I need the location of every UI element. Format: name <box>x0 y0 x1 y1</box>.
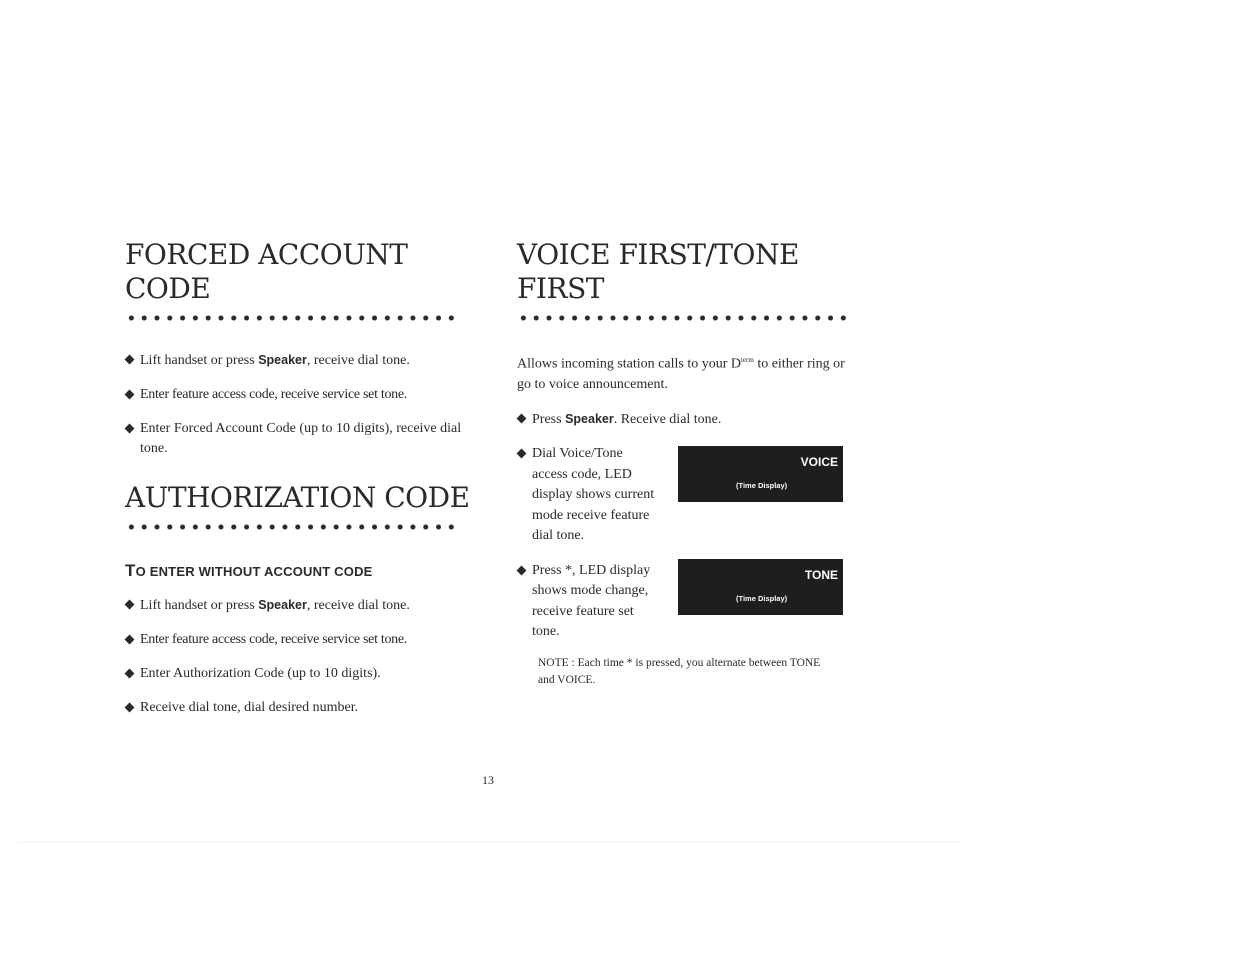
page-number: 13 <box>482 773 494 787</box>
diamond-bullet-icon <box>125 669 135 679</box>
list-item: Receive dial tone, dial desired number. <box>125 698 470 718</box>
note-text: NOTE : Each time * is pressed, you alternate between TONE and VOICE. <box>538 656 821 686</box>
left-column <box>125 238 470 732</box>
led-display-voice <box>678 446 843 502</box>
led-time-label: (Time Display) <box>736 593 788 603</box>
voice-mode-step: Dial Voice/Tone access code, LED display shows current mode receive feature dial tone. VOICE (Time Display) <box>517 444 862 547</box>
diamond-bullet-icon <box>517 413 527 423</box>
forced-account-steps <box>125 350 470 459</box>
intro-paragraph: Allows incoming station calls to your $D^{term}$ to either ring or go to voice announcement. <box>517 356 845 392</box>
led-display-tone <box>678 559 843 615</box>
list-item: Press Speaker. Receive dial tone. <box>517 409 862 431</box>
authorization-steps <box>125 595 470 718</box>
tone-mode-step: Press *, LED display shows mode change, receive feature set tone. TONE (Time Display) <box>517 561 862 643</box>
right-column <box>517 238 862 689</box>
led-time-label: (Time Display) <box>736 481 788 491</box>
list-item: Enter Forced Account Code (up to 10 digits), receive dial tone. <box>125 419 470 459</box>
diamond-bullet-icon <box>517 565 527 575</box>
dotted-divider <box>125 523 458 531</box>
diamond-bullet-icon <box>125 600 135 610</box>
list-item: Enter feature access code, receive service set tone. <box>125 630 470 650</box>
diamond-bullet-icon <box>125 424 135 434</box>
forced-account-code-title: FORCED ACCOUNT CODE <box>125 238 408 305</box>
diamond-bullet-icon <box>125 635 135 645</box>
diamond-bullet-icon <box>517 449 527 459</box>
diamond-bullet-icon <box>125 355 135 365</box>
list-item: Enter feature access code, receive service set tone. <box>125 385 470 405</box>
led-mode-label: TONE <box>804 567 838 582</box>
diamond-bullet-icon <box>125 390 135 400</box>
diamond-bullet-icon <box>125 703 135 713</box>
dotted-divider <box>125 314 458 322</box>
voice-tone-title: VOICE FIRST/TONE FIRST <box>517 238 799 305</box>
authorization-code-title: AUTHORIZATION CODE <box>125 481 470 514</box>
divider <box>18 842 960 843</box>
list-item: Lift handset or press Speaker, receive dial tone. <box>125 595 470 616</box>
dotted-divider <box>517 314 850 322</box>
list-item: Lift handset or press Speaker, receive dial tone. <box>125 350 470 371</box>
speaker-key-label: Speaker <box>258 353 307 367</box>
subheading: TO ENTER WITHOUT ACCOUNT CODE <box>125 561 373 580</box>
list-item: Enter Authorization Code (up to 10 digits). <box>125 664 470 684</box>
speaker-key-label: Speaker <box>565 411 614 426</box>
speaker-key-label: Speaker <box>258 598 307 612</box>
led-mode-label: VOICE <box>800 455 838 470</box>
